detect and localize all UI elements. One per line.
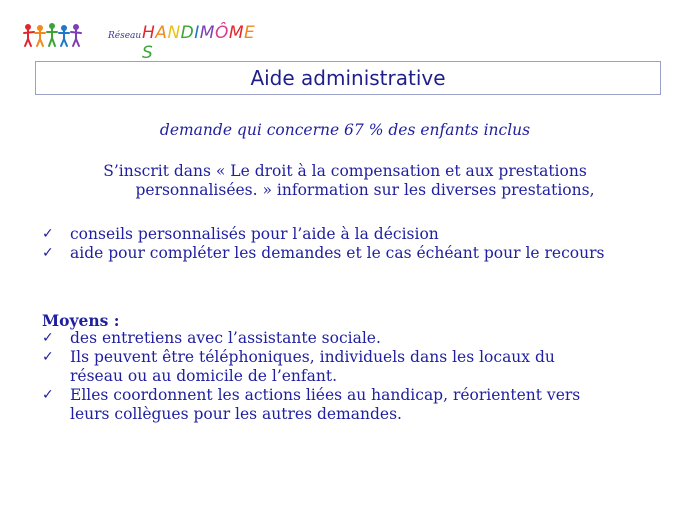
brand-letter: S — [142, 43, 154, 63]
brand-letter: E — [244, 23, 256, 43]
brand-letter: M — [228, 23, 244, 43]
moyens-heading: Moyens : — [42, 311, 120, 330]
page-title: Aide administrative — [35, 61, 661, 95]
services-list — [42, 225, 662, 263]
subtitle: demande qui concerne 67 % des enfants inclus — [159, 121, 531, 139]
list-item: ✓ aide pour compléter les demandes et le cas échéant pour le recours — [42, 244, 605, 262]
brand-letter: I — [194, 23, 200, 43]
intro-line: personnalisées. » information sur les diverses prestations, — [135, 181, 595, 199]
list-item: ✓ Elles coordonnent les actions liées au handicap, réorientent vers leurs collègues pour les autres demandes. — [42, 386, 581, 423]
reseau-label: Réseau — [108, 31, 142, 41]
check-icon: ✓ — [42, 330, 54, 346]
list-item: ✓ conseils personnalisés pour l’aide à la décision — [42, 225, 439, 243]
brand-letter: M — [199, 23, 215, 43]
brand-letter: H — [142, 23, 156, 43]
intro-paragraph — [40, 162, 650, 200]
children-figures-icon — [22, 22, 102, 48]
brand-letter: A — [155, 23, 168, 43]
check-icon: ✓ — [42, 245, 54, 261]
brand-letter: Ô — [214, 23, 229, 43]
list-item: ✓ Ils peuvent être téléphoniques, individuels dans les locaux du réseau ou au domicile de l’enfant. — [42, 348, 555, 385]
intro-line: S’inscrit dans « Le droit à la compensation et aux prestations — [103, 162, 587, 180]
brand-name — [142, 23, 262, 63]
list-item: ✓ des entretiens avec l’assistante sociale. — [42, 329, 381, 347]
check-icon: ✓ — [42, 226, 54, 242]
brand-letter: N — [167, 23, 181, 43]
check-icon: ✓ — [42, 349, 54, 365]
logo — [22, 22, 262, 63]
moyens-list — [42, 329, 662, 424]
brand-letter: D — [180, 23, 195, 43]
check-icon: ✓ — [42, 387, 54, 403]
